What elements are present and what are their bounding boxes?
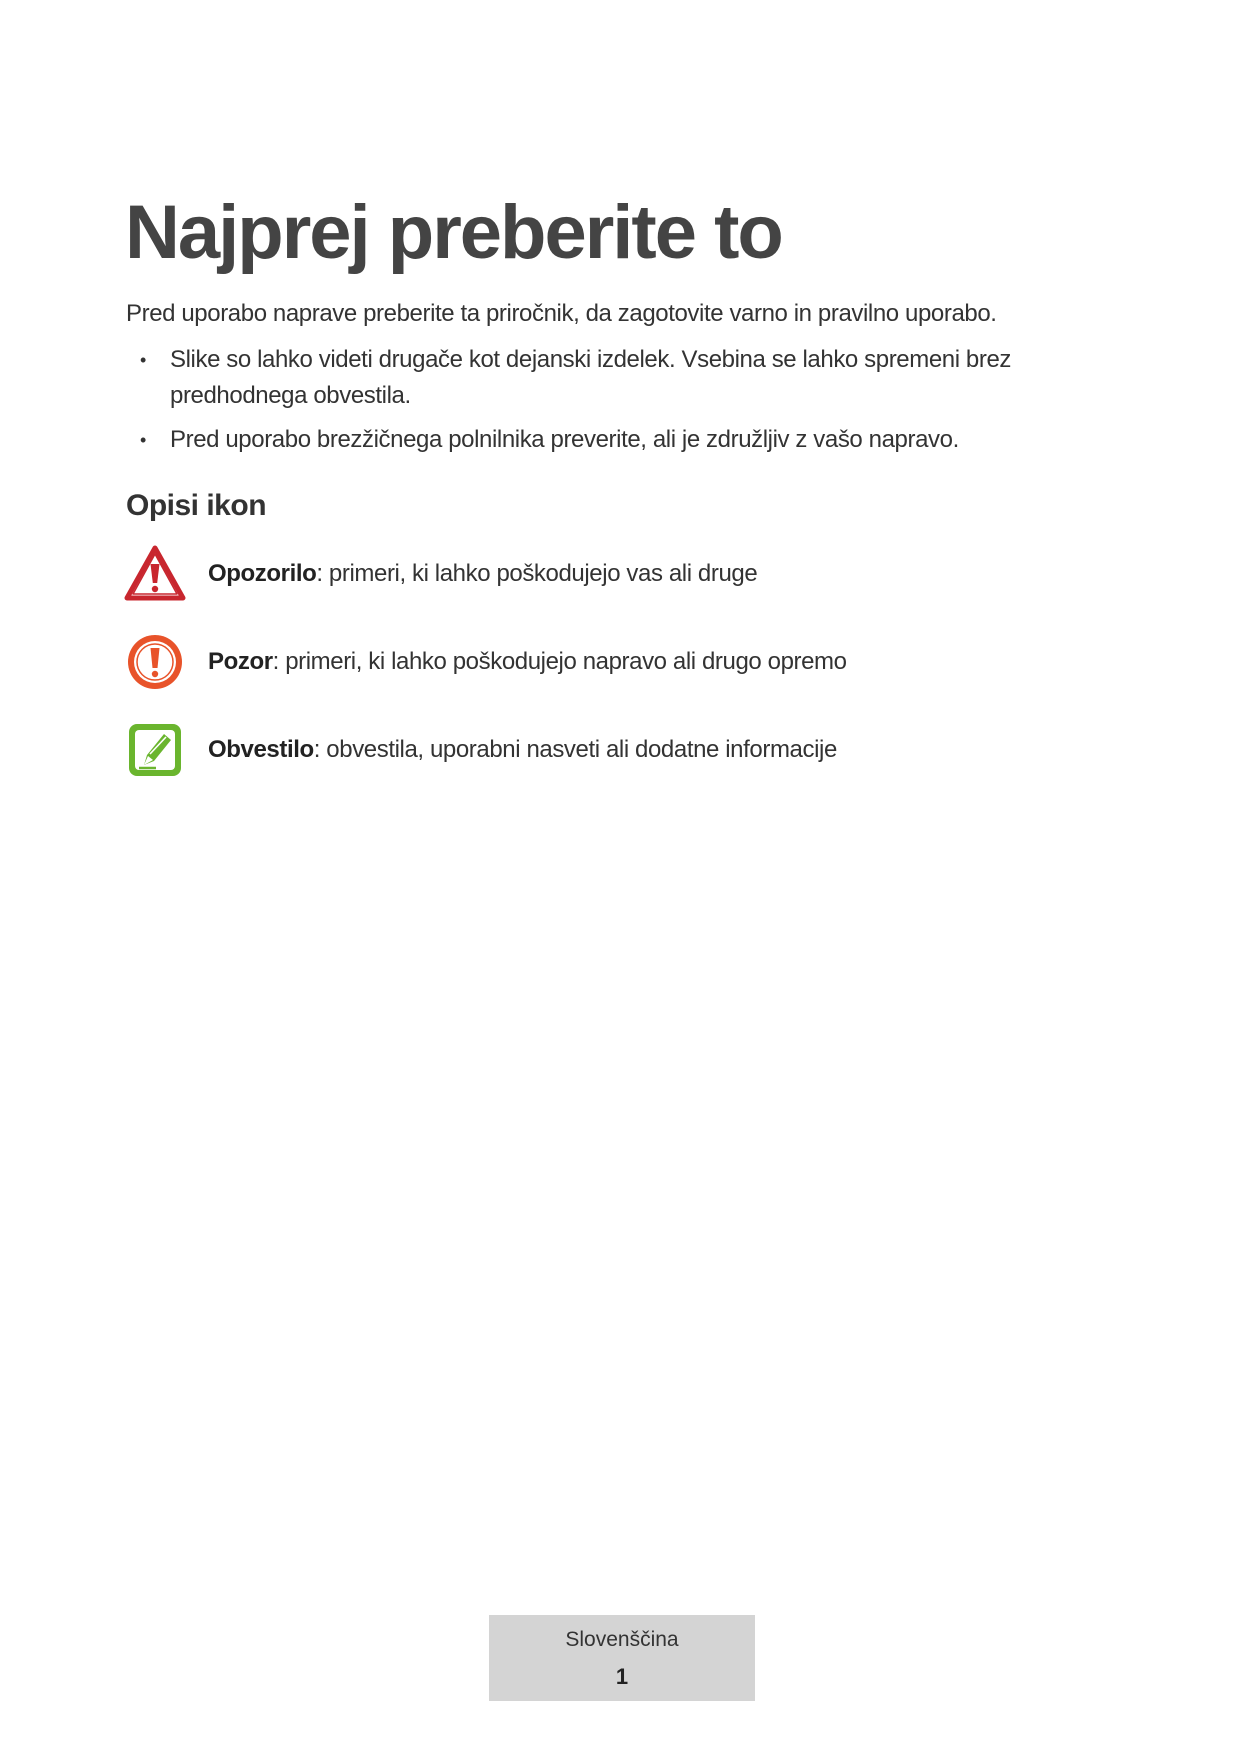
icon-term: Pozor [208, 648, 273, 675]
warning-triangle-icon [124, 543, 186, 605]
icon-description: : primeri, ki lahko poškodujejo napravo ali drugo opremo [272, 648, 847, 675]
icon-description-text [208, 645, 847, 679]
list-item-text: Pred uporabo brezžičnega polnilnika preverite, ali je združljiv z vašo napravo. [170, 426, 959, 453]
list-item-text: Slike so lahko videti drugače kot dejanski izdelek. Vsebina se lahko spremeni brez predhodnega obvestila. [170, 346, 1012, 409]
icon-description-text [208, 733, 837, 767]
list-item [126, 342, 1110, 414]
caution-circle-icon [124, 631, 186, 693]
icon-description: : primeri, ki lahko poškodujejo vas ali druge [316, 560, 758, 587]
page-title: Najprej preberite to [125, 190, 782, 275]
list-item [126, 422, 1110, 458]
footer-language: Slovenščina [565, 1628, 679, 1651]
bullet-list [126, 342, 1126, 466]
icon-description: : obvestila, uporabni nasveti ali dodatne informacije [313, 736, 837, 763]
intro-paragraph: Pred uporabo naprave preberite ta priročnik, da zagotovite varno in pravilno uporabo. [126, 300, 997, 327]
bullet-marker: • [140, 430, 146, 450]
icon-term: Opozorilo [208, 560, 317, 587]
icon-description-text [208, 557, 757, 591]
icon-description-note [124, 718, 837, 782]
bullet-marker: • [140, 350, 146, 370]
note-pencil-icon [124, 719, 186, 781]
icon-description-warning [124, 542, 757, 606]
icon-term: Obvestilo [208, 736, 314, 763]
page-number: 1 [615, 1664, 629, 1689]
section-heading: Opisi ikon [126, 489, 267, 522]
icon-description-caution [124, 630, 847, 694]
page-footer [489, 1615, 755, 1701]
